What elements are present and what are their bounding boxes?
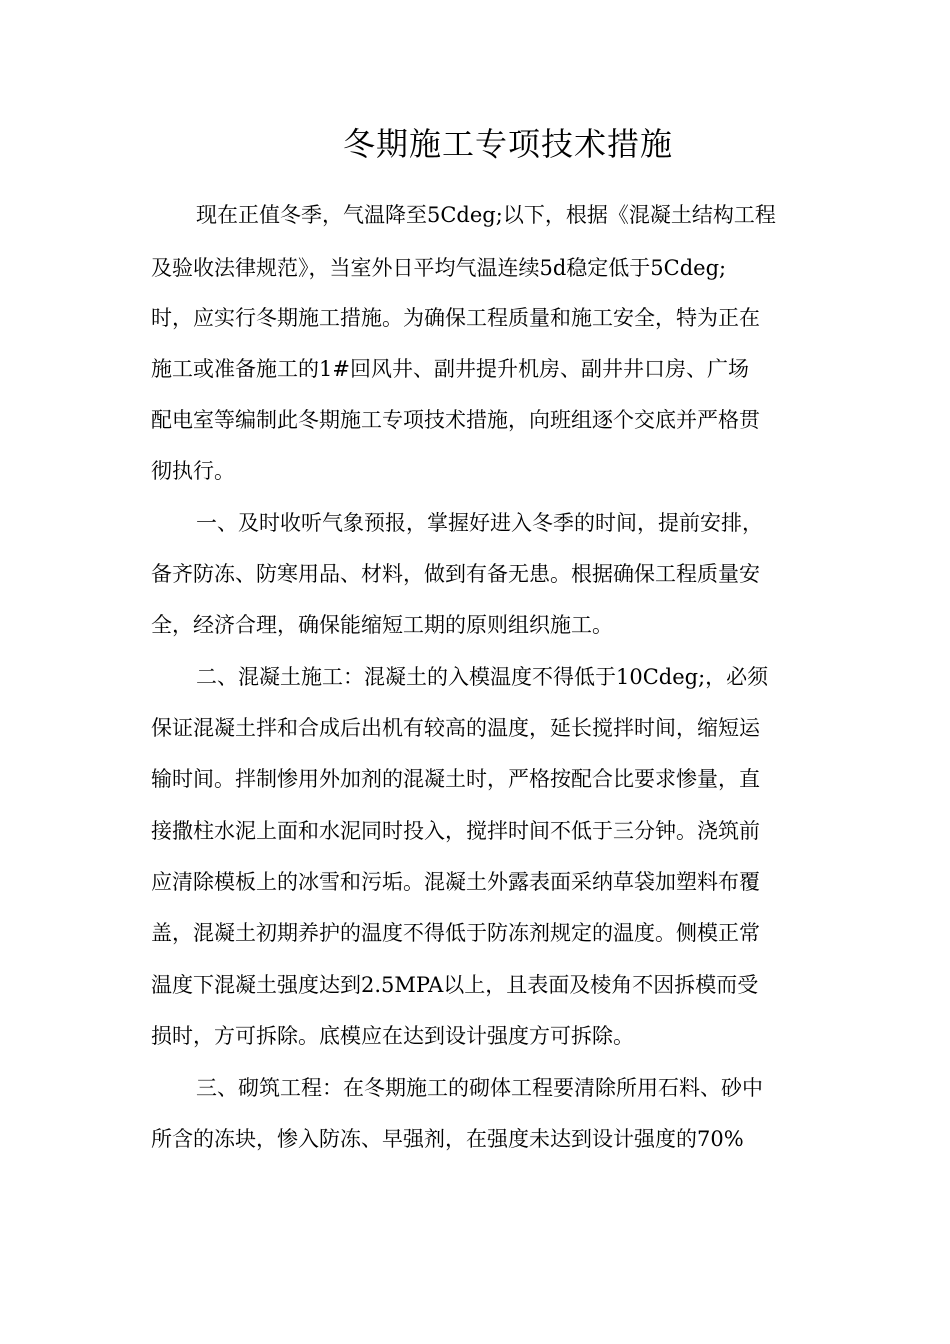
text-line: 全，经济合理，确保能缩短工期的原则组织施工。 <box>151 613 613 637</box>
text-line: 现在正值冬季，气温降至5Cdeg;以下，根据《混凝土结构工程 <box>196 203 776 227</box>
text-line: 配电室等编制此冬期施工专项技术措施，向班组逐个交底并严格贯 <box>151 408 760 432</box>
text-line: 备齐防冻、防寒用品、材料，做到有备无患。根据确保工程质量安 <box>151 562 760 586</box>
text-line: 三、砌筑工程：在冬期施工的砌体工程要清除所用石料、砂中 <box>196 1076 763 1100</box>
text-line: 施工或准备施工的1#回风井、副井提升机房、副井井口房、广场 <box>151 357 749 381</box>
text-line: 盖，混凝土初期养护的温度不得低于防冻剂规定的温度。侧模正常 <box>151 921 760 945</box>
text-line: 损时，方可拆除。底模应在达到设计强度方可拆除。 <box>151 1024 634 1048</box>
text-line: 温度下混凝土强度达到2.5MPA以上，且表面及棱角不因拆模而受 <box>151 973 759 997</box>
text-line: 所含的冻块，惨入防冻、早强剂，在强度未达到设计强度的70% <box>151 1127 744 1151</box>
text-line: 输时间。拌制惨用外加剂的混凝土时，严格按配合比要求惨量，直 <box>151 767 760 791</box>
text-line: 一、及时收听气象预报，掌握好进入冬季的时间，提前安排， <box>196 511 763 535</box>
text-line: 接撒柱水泥上面和水泥同时投入，搅拌时间不低于三分钟。浇筑前 <box>151 819 760 843</box>
text-line: 保证混凝土拌和合成后出机有较高的温度，延长搅拌时间，缩短运 <box>151 716 760 740</box>
text-line: 二、混凝土施工：混凝土的入模温度不得低于10Cdeg;，必须 <box>196 665 769 689</box>
text-line: 时，应实行冬期施工措施。为确保工程质量和施工安全，特为正在 <box>151 306 760 330</box>
document-title: 冬期施工专项技术措施 <box>342 125 673 163</box>
text-line: 应清除模板上的冰雪和污垢。混凝土外露表面采纳草袋加塑料布覆 <box>151 870 760 894</box>
text-line: 及验收法律规范》，当室外日平均气温连续5d稳定低于5Cdeg; <box>151 256 727 280</box>
text-line: 彻执行。 <box>151 459 235 483</box>
